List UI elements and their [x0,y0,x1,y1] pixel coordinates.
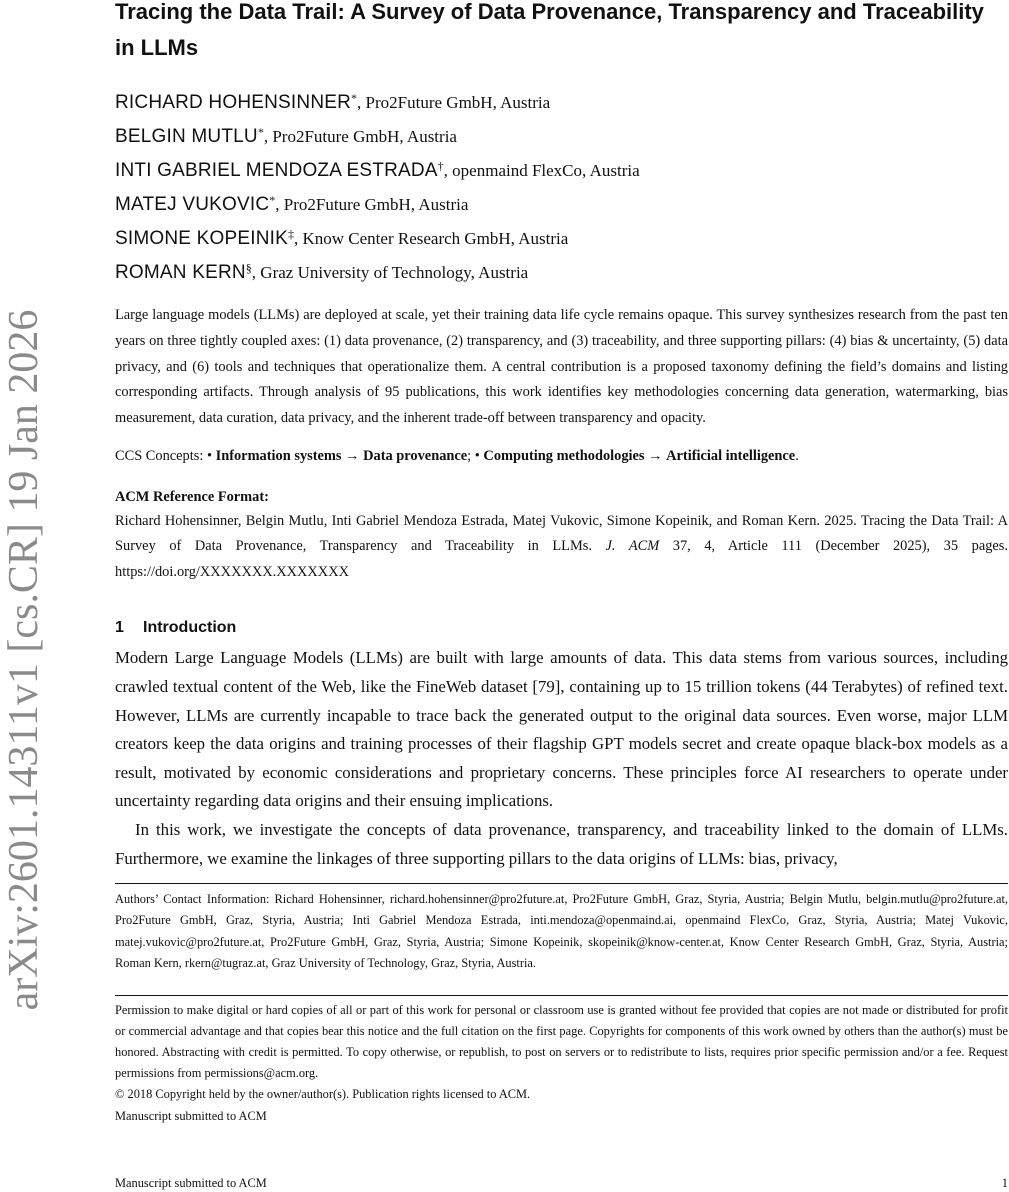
body-paragraph: Modern Large Language Models (LLMs) are built with large amounts of data. This data stems from various sources, including crawled textual content of the Web, like the FineWeb dataset [79], containing up to 15 trillion tokens (44 Terabytes) of refined text. However, LLMs are currently incapable to trace back the generated output to the original data sources. Even worse, major LLM creators keep the data origins and training processes of their flagship GPT models secret and create opaque black-box models as a result, motivated by economic considerations and proprietary concerns. These principles force AI researchers to operate under uncertainty regarding data origins and their ensuing implications. [115,648,1008,811]
page-footer [115,1174,1008,1192]
ccs-separator: ; [467,447,475,464]
paper-page [115,0,1008,1127]
author-name: BELGIN MUTLU [115,126,258,147]
author-affiliation: , Pro2Future GmbH, Austria [263,127,457,146]
section-number: 1 [115,619,124,637]
ccs-arrow: → [341,447,364,464]
author-entry [115,183,1008,217]
ccs-term: Artificial intelligence [666,447,796,464]
acm-reference [115,509,1008,586]
section-heading [115,616,1008,640]
ccs-bullet: • [206,447,216,464]
author-name: INTI GABRIEL MENDOZA ESTRADA [115,160,438,181]
acm-reference-details: 37, 4, Article 111 (December 2025), 35 pages. https://doi.org/XXXXXXX.XXXXXXX [115,538,1008,580]
author-entry [115,251,1008,285]
author-footnote-mark: * [257,125,264,139]
body-paragraph: In this work, we investigate the concepts of data provenance, transparency, and traceability linked to the domain of LLMs. Furthermore, we examine the linkages of three supporting pillars to the data origins of LLMs: bias, privacy, [115,820,1008,868]
author-entry [115,115,1008,149]
author-entry [115,217,1008,251]
ccs-prefix: CCS Concepts: [115,447,207,464]
author-footnote-mark: * [351,91,358,105]
author-list [115,81,1008,285]
author-affiliation: , Pro2Future GmbH, Austria [357,93,551,112]
author-affiliation: , Pro2Future GmbH, Austria [275,195,469,214]
author-name: RICHARD HOHENSINNER [115,92,352,113]
author-footnote-mark: § [245,261,252,275]
paper-title: Tracing the Data Trail: A Survey of Data Provenance, Transparency and Traceability in LLMs [115,0,984,60]
page-number: 1 [1001,1176,1008,1190]
author-name: MATEJ VUKOVIC [115,194,270,215]
authors-contact-information: Authors’ Contact Information: Richard Hohensinner, richard.hohensinner@pro2future.at, Pro2Future GmbH, Graz, Styria, Austria; Belgin Mutlu, belgin.mutlu@pro2future.at, Pro2Future GmbH, Graz, Styria, Austria; Inti Gabriel Mendoza Estrada, inti.mendoza@openmaind.ai, openmaind FlexCo, Graz, Styria, Austria; Matej Vukovic, matej.vukovic@pro2future.at, Pro2Future GmbH, Graz, Styria, Austria; Simone Kopeinik, skopeinik@know-center.at, Know Center Research GmbH, Graz, Styria, Austria; Roman Kern, rkern@tugraz.at, Graz University of Technology, Graz, Styria, Austria. [115,892,1008,970]
acm-reference-heading: ACM Reference Format: [115,488,269,505]
author-name: ROMAN KERN [115,262,246,283]
manuscript-note: Manuscript submitted to ACM [115,1108,267,1123]
permission-notice: Permission to make digital or hard copies of all or part of this work for personal or classroom use is granted without fee provided that copies are not made or distributed for profit or commercial advantage and that copies bear this notice and the full citation on the first page. Copyrights for components of this work owned by others than the author(s) must be honored. Abstracting with credit is permitted. To copy otherwise, or republish, to post on servers or to redistribute to lists, requires prior specific permission and/or a fee. Request permissions from permissions@acm.org. [115,1003,1008,1081]
author-entry [115,149,1008,183]
acm-reference-text: Richard Hohensinner, Belgin Mutlu, Inti Gabriel Mendoza Estrada, Matej Vukovic, Simone Kopeinik, and Roman Kern. 2025. Tracing the Data Trail: A Survey of Data Provenance, Transparency and Traceability in LLMs. [115,512,1008,555]
ccs-category: Computing methodologies [483,447,645,464]
author-affiliation: , Graz University of Technology, Austria [251,263,529,282]
copyright-notice: © 2018 Copyright held by the owner/author(s). Publication rights licensed to ACM. [115,1087,531,1102]
footer-manuscript-label: Manuscript submitted to ACM [115,1176,267,1190]
ccs-arrow: → [644,447,667,464]
abstract: Large language models (LLMs) are deployed at scale, yet their training data life cycle remains opaque. This survey synthesizes research from the past ten years on three tightly coupled axes: (1) data provenance, (2) transparency, and (3) traceability, and three supporting pillars: (4) bias & uncertainty, (5) data privacy, and (6) tools and techniques that operationalize them. A central contribution is a proposed taxonomy defining the field’s domains and listing corresponding artifacts. Through analysis of 95 publications, this work identifies key methodologies concerning data generation, watermarking, bias measurement, data curation, data privacy, and the inherent trade-off between transparency and opacity. [115,307,1008,427]
arxiv-identifier: arXiv:2601.14311v1 [cs.CR] 19 Jan 2026 [1,309,47,1011]
author-affiliation: , openmaind FlexCo, Austria [443,161,640,180]
ccs-end: . [795,447,799,464]
ccs-category: Information systems [215,447,342,464]
introduction-body [115,644,1008,873]
acm-reference-journal: J. ACM [605,538,660,555]
author-footnote-mark: † [437,159,444,173]
author-affiliation: , Know Center Research GmbH, Austria [293,229,569,248]
author-footnote-mark: ‡ [287,227,294,241]
ccs-term: Data provenance [363,447,468,464]
section-title: Introduction [143,619,237,637]
permission-divider [115,995,1008,996]
footnote-divider [115,883,1008,884]
ccs-concepts [115,444,1008,469]
author-entry [115,81,1008,115]
author-name: SIMONE KOPEINIK [115,228,288,249]
author-footnote-mark: * [269,193,276,207]
ccs-bullet: • [474,447,484,464]
